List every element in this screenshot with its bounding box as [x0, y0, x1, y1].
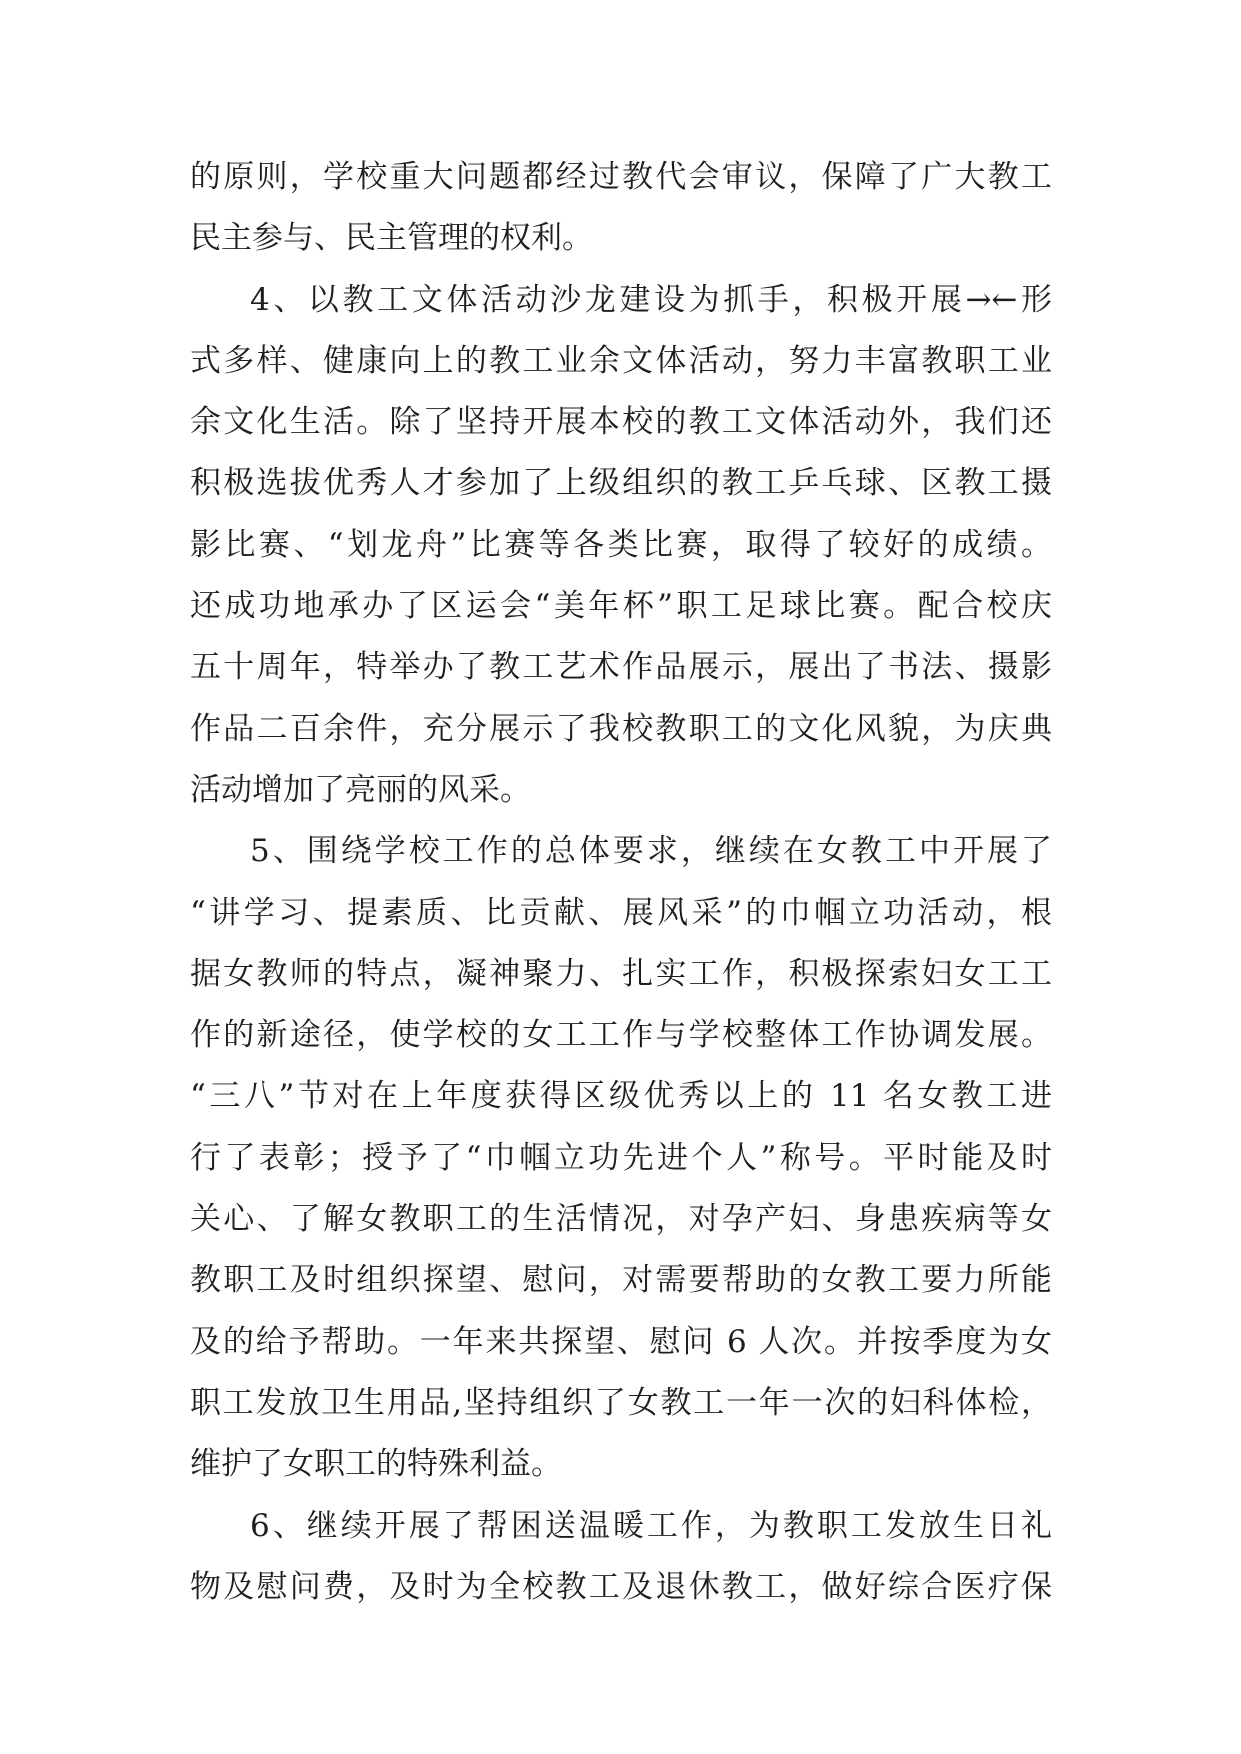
- text-line: 维护了女职工的特殊利益。: [190, 1446, 562, 1483]
- document-page: [190, 147, 1052, 1618]
- text-line: 行了表彰；授予了“巾帼立功先进个人”称号。平时能及时: [190, 1139, 1052, 1176]
- text-line: 作的新途径，使学校的女工工作与学校整体工作协调发展。: [190, 1017, 1052, 1054]
- text-line: 教职工及时组织探望、慰问，对需要帮助的女教工要力所能: [190, 1262, 1052, 1299]
- text-line: 关心、了解女教职工的生活情况，对孕产妇、身患疾病等女: [190, 1201, 1052, 1238]
- text-line: 五十周年，特举办了教工艺术作品展示，展出了书法、摄影: [190, 649, 1052, 686]
- text-line: 据女教师的特点，凝神聚力、扎实工作，积极探索妇女工工: [190, 955, 1052, 992]
- text-line: 活动增加了亮丽的风采。: [190, 771, 531, 808]
- paragraph-start-line: 5、围绕学校工作的总体要求，继续在女教工中开展了: [250, 833, 1052, 870]
- text-line: 影比赛、“划龙舟”比赛等各类比赛，取得了较好的成绩。: [190, 526, 1052, 563]
- text-line: “讲学习、提素质、比贡献、展风采”的巾帼立功活动，根: [190, 894, 1052, 931]
- text-line: “三八”节对在上年度获得区级优秀以上的 11 名女教工进: [190, 1078, 1052, 1115]
- text-line: 余文化生活。除了坚持开展本校的教工文体活动外，我们还: [190, 404, 1052, 441]
- text-line: 职工发放卫生用品,坚持组织了女教工一年一次的妇科体检，: [190, 1384, 1052, 1421]
- text-line: 积极选拔优秀人才参加了上级组织的教工乒乓球、区教工摄: [190, 465, 1052, 502]
- paragraph-start-line: 6、继续开展了帮困送温暖工作，为教职工发放生日礼: [250, 1507, 1052, 1544]
- text-line: 及的给予帮助。一年来共探望、慰问 6 人次。并按季度为女: [190, 1323, 1052, 1360]
- text-line: 作品二百余件，充分展示了我校教职工的文化风貌，为庆典: [190, 710, 1052, 747]
- paragraph-start-line: 4、以教工文体活动沙龙建设为抓手，积极开展→←形: [250, 281, 1052, 318]
- text-line: 式多样、健康向上的教工业余文体活动，努力丰富教职工业: [190, 342, 1052, 379]
- text-line: 民主参与、民主管理的权利。: [190, 220, 593, 257]
- text-line: 物及慰问费，及时为全校教工及退休教工，做好综合医疗保: [190, 1568, 1052, 1605]
- text-line: 还成功地承办了区运会“美年杯”职工足球比赛。配合校庆: [190, 588, 1052, 625]
- text-line: 的原则，学校重大问题都经过教代会审议，保障了广大教工: [190, 159, 1052, 195]
